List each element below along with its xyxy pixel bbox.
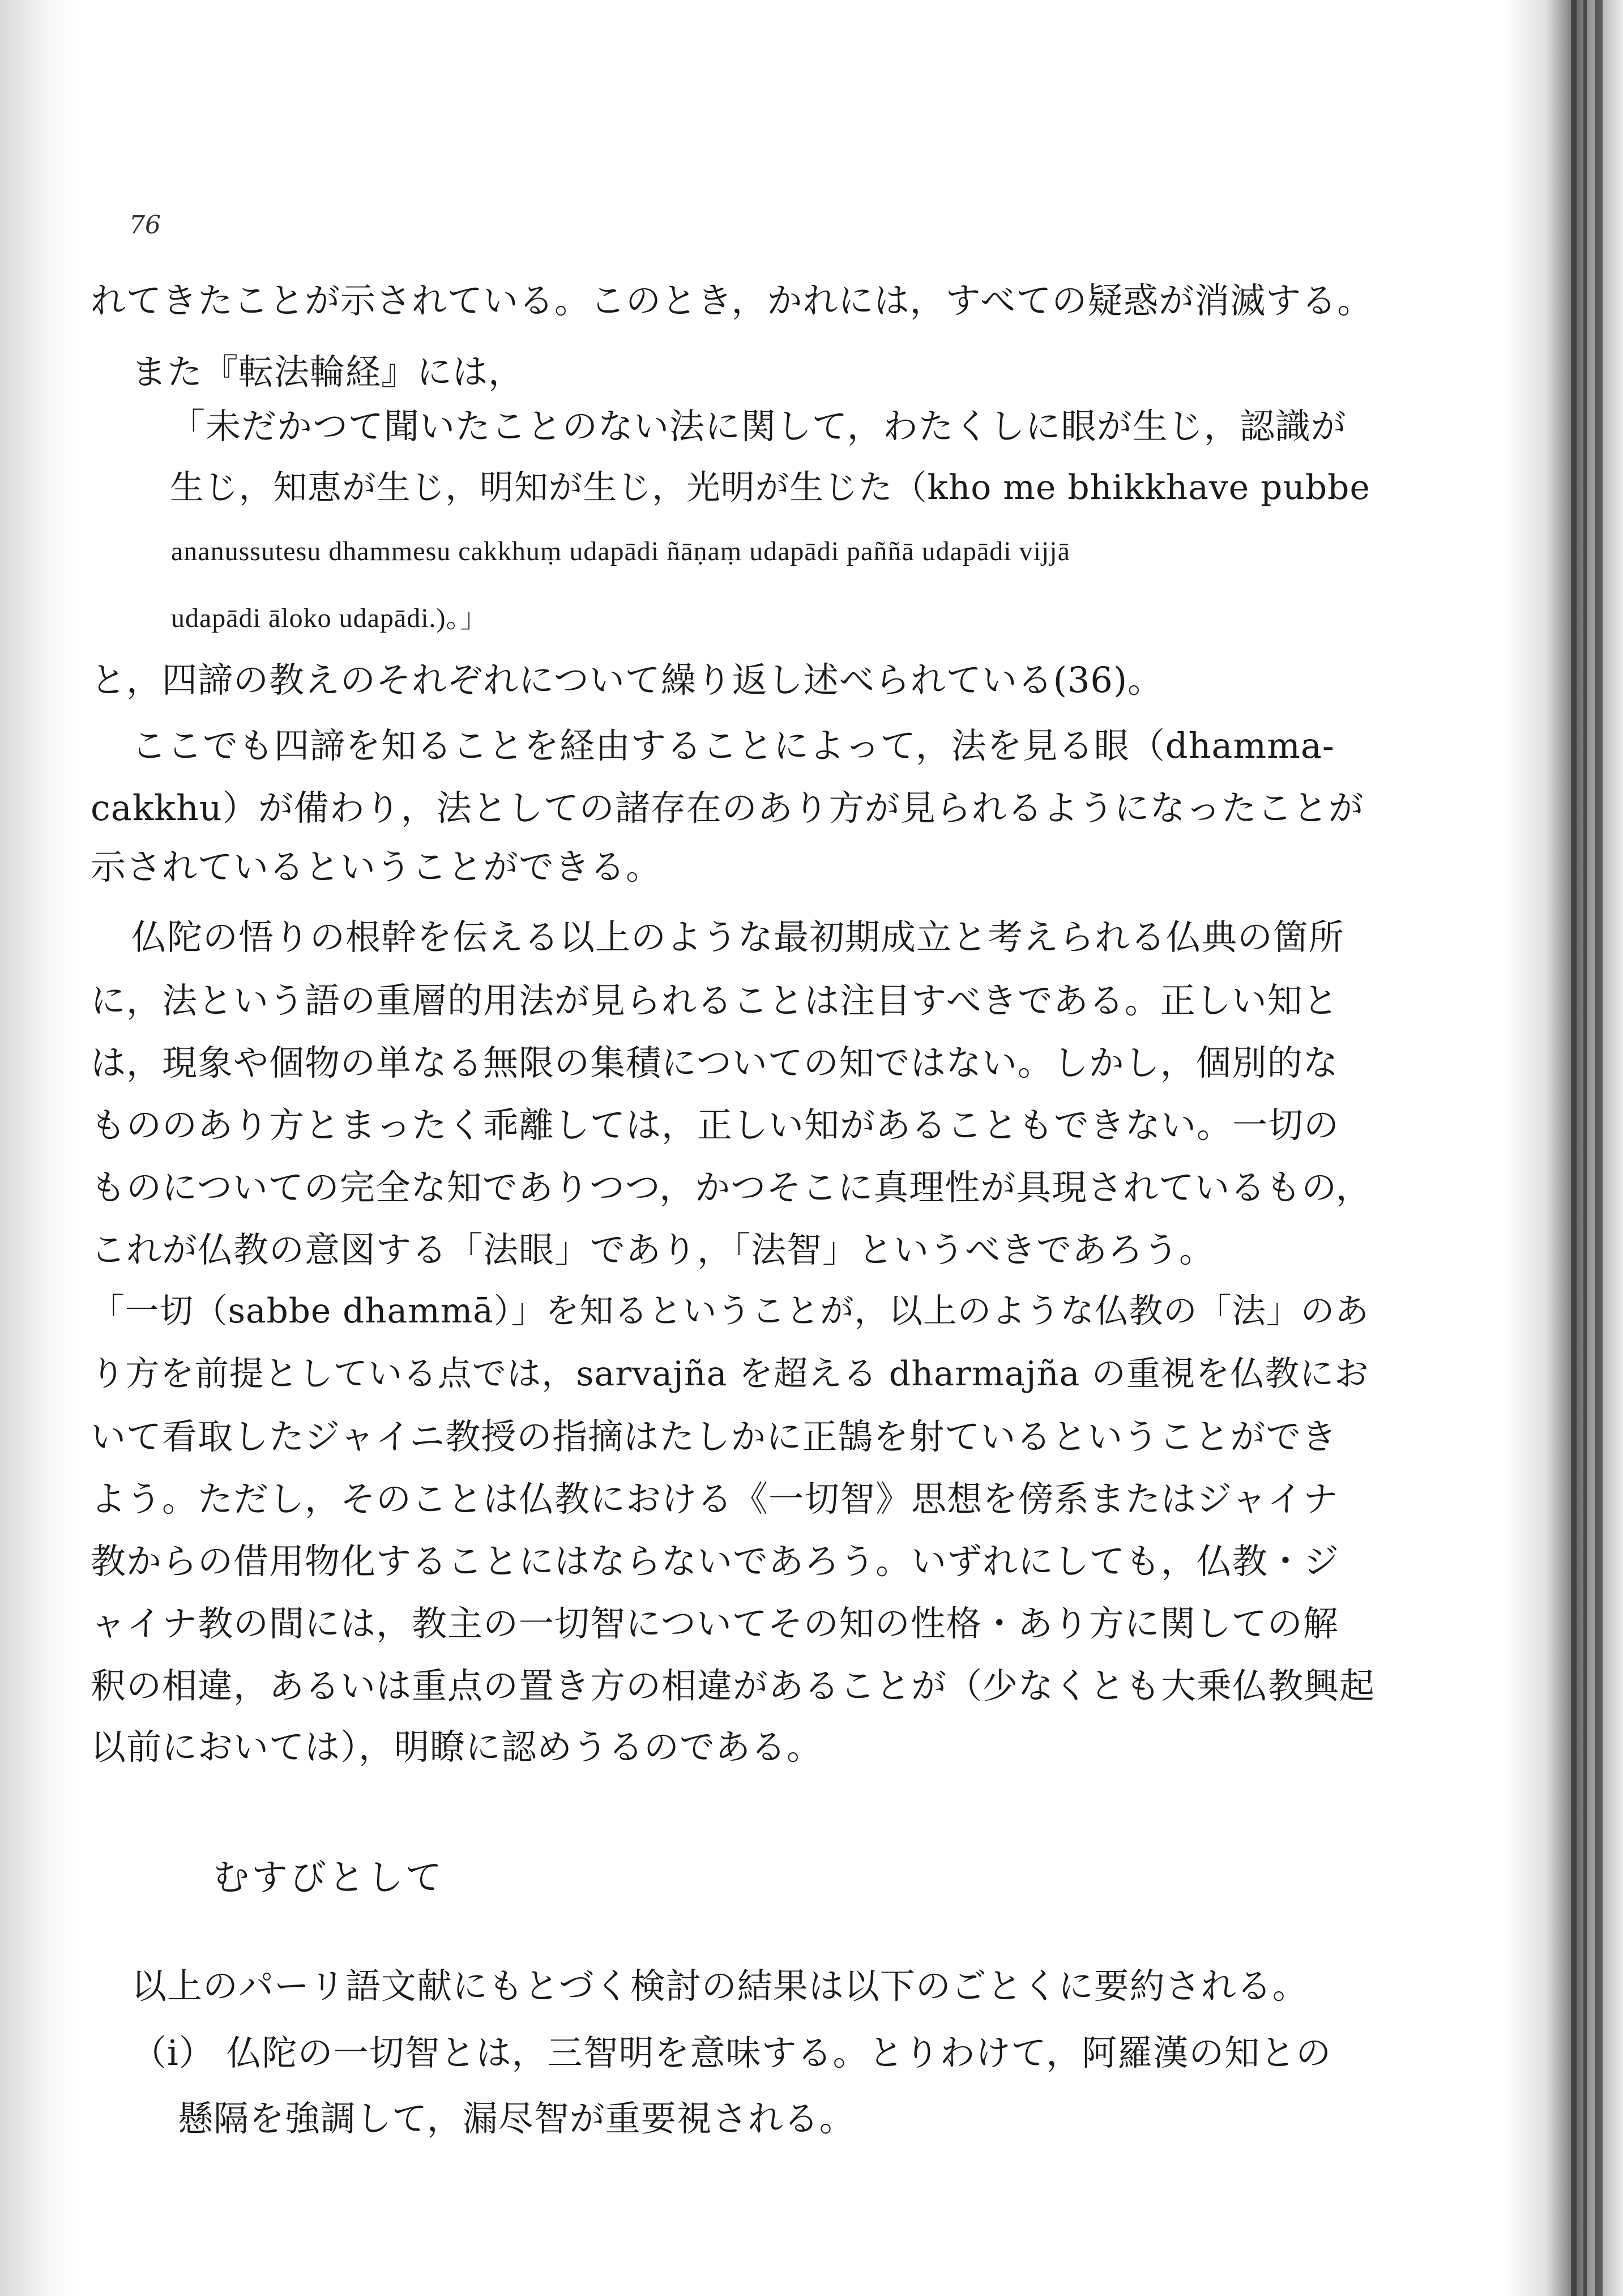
summary-line: 以上のパーリ語文献にもとづく検討の結果は以下のごとくに要約される。 [131,1965,1308,2007]
text-line: り方を前提としている点では，sarvajña を超える dharmajña の重視を仏教にお [91,1354,1369,1394]
text-line: また『転法輪経』には， [131,351,524,392]
scan-edge-left [0,0,85,2296]
text-line: と，四諦の教えのそれぞれについて繰り返し述べられている(36)。 [91,659,1164,701]
text-line: 以前においては），明瞭に認めうるのである。 [91,1726,823,1768]
text-line: udapādi āloko udapādi.)。」 [171,603,488,633]
text-line: は，現象や個物の単なる無限の集積についての知ではない。しかし，個別的な [91,1042,1339,1083]
text-line: ャイナ教の間には，教主の一切智についてその知の性格・あり方に関しての解 [91,1603,1339,1644]
text-line: ここでも四諦を知ることを経由することによって，法を見る眼（dhamma- [131,725,1335,766]
text-line: これが仏教の意図する「法眼」であり，「法智」というべきであろう。 [91,1229,1215,1270]
text-line: 「未だかつて聞いたことのない法に関して，わたくしに眼が生じ，認識が [170,406,1347,447]
page-number: 76 [129,211,161,240]
text-line: 釈の相違，あるいは重点の置き方の相違があることが（少なくとも大乗仏教興起 [91,1665,1376,1706]
summary-line: 懸隔を強調して，漏尽智が重要視される。 [178,2098,855,2139]
scan-edge-right [1504,0,1623,2296]
text-line: 生じ，知恵が生じ，明知が生じ，光明が生じた（kho me bhikkhave pubbe [170,468,1370,507]
text-line: れてきたことが示されている。このとき，かれには，すべての疑惑が消滅する。 [91,280,1373,321]
text-line: もののあり方とまったく乖離しては，正しい知があることもできない。一切の [91,1104,1340,1146]
text-line: いて看取したジャイニ教授の指摘はたしかに正鵠を射ているということができ [91,1416,1338,1457]
text-line: 「一切（sabbe dhammā）」を知るということが，以上のような仏教の「法」のあ [91,1292,1369,1331]
text-line: ananussutesu dhammesu cakkhuṃ udapādi ñāṇaṃ udapādi paññā udapādi vijjā [171,536,1070,566]
text-line: に，法という語の重層的用法が見られることは注目すべきである。正しい知と [91,980,1339,1021]
text-line: 仏陀の悟りの根幹を伝える以上のような最初期成立と考えられる仏典の箇所 [131,916,1345,958]
section-heading: むすびとして [213,1857,444,1899]
summary-line: （i） 仏陀の一切智とは，三智明を意味する。とりわけて，阿羅漢の知との [131,2032,1332,2073]
text-line: よう。ただし，そのことは仏教における《一切智》思想を傍系またはジャイナ [91,1478,1339,1520]
text-line: 教からの借用物化することにはならないであろう。いずれにしても，仏教・ジ [91,1540,1340,1582]
text-line: 示されているということができる。 [91,846,662,887]
text-line: cakkhu）が備わり，法としての諸存在のあり方が見られるようになったことが [91,787,1364,829]
text-line: ものについての完全な知でありつつ，かつそこに真理性が具現されているもの， [91,1167,1372,1208]
